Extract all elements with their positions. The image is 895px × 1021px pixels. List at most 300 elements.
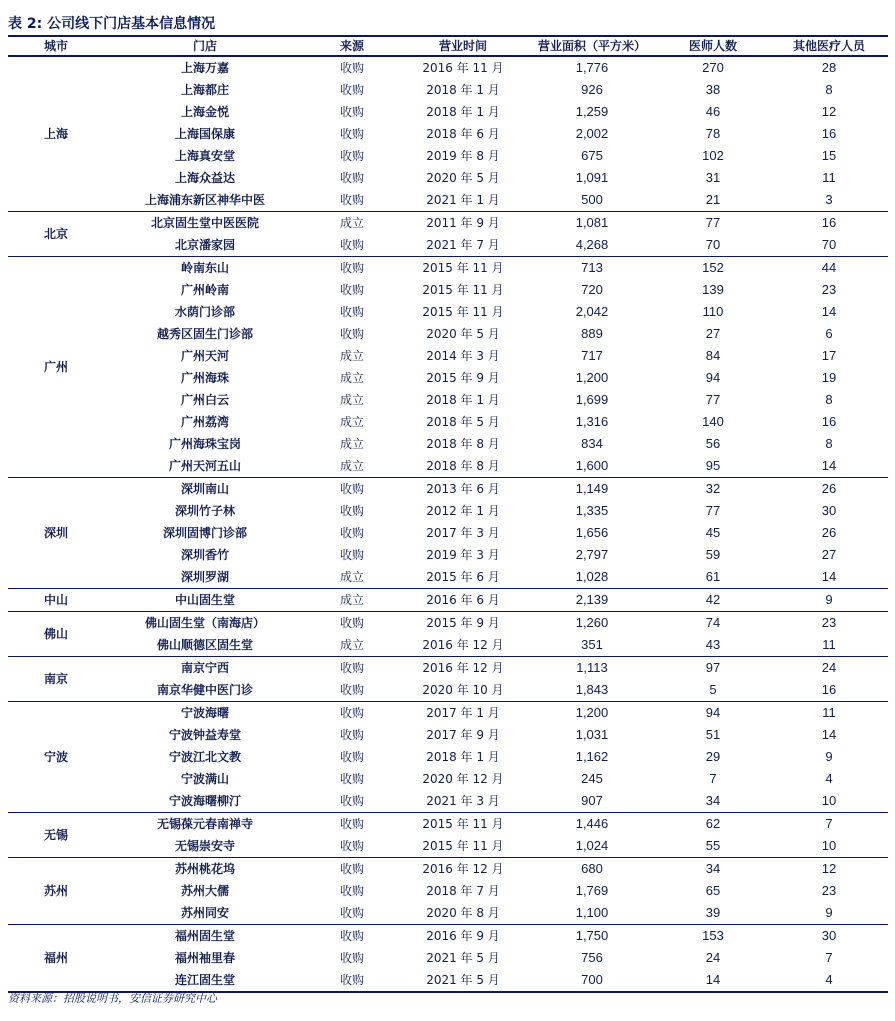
source-cell: 收购 — [339, 951, 364, 965]
area-cell: 1,656 — [575, 525, 609, 540]
store-name-cell: 无锡崇安寺 — [104, 835, 306, 858]
other-staff-cell: 12 — [821, 861, 837, 876]
doctors-cell: 31 — [705, 170, 721, 185]
store-name-cell: 越秀区固生门诊部 — [156, 327, 253, 341]
city-cell: 深圳 — [8, 478, 104, 589]
source-cell: 收购 — [306, 679, 398, 702]
area-cell: 834 — [581, 436, 603, 451]
table-row — [8, 389, 888, 411]
area-cell: 675 — [581, 148, 603, 163]
doctors-cell: 94 — [705, 705, 721, 720]
store-name-cell: 上海浦东新区神华中医 — [104, 189, 306, 212]
store-name-cell: 上海万嘉 — [180, 61, 229, 75]
source-cell: 成立 — [306, 455, 398, 478]
source-cell: 收购 — [339, 127, 364, 141]
city-cell: 上海 — [8, 56, 104, 212]
doctors-cell: 65 — [705, 883, 721, 898]
source-cell: 成立 — [306, 566, 398, 589]
open-time-cell: 2017 年 3 月 — [426, 526, 500, 540]
area-cell: 717 — [581, 348, 603, 363]
col-header-area: 营业面积（平方米） — [528, 36, 656, 56]
table-row — [8, 478, 888, 501]
table-row — [8, 902, 888, 925]
open-time-cell: 2012 年 1 月 — [426, 504, 500, 518]
table-row — [8, 679, 888, 702]
store-name-cell: 深圳罗湖 — [104, 566, 306, 589]
table-row — [8, 101, 888, 123]
store-name-cell: 宁波江北文教 — [168, 750, 241, 764]
area-cell: 500 — [528, 189, 656, 212]
open-time-cell: 2013 年 6 月 — [426, 482, 500, 496]
store-name-cell: 苏州桃花坞 — [174, 862, 235, 876]
area-cell: 4,268 — [528, 234, 656, 257]
doctors-cell: 42 — [656, 589, 770, 612]
open-time-cell: 2021 年 5 月 — [398, 969, 528, 992]
other-staff-cell: 26 — [821, 481, 837, 496]
open-time-cell: 2020 年 12 月 — [422, 772, 504, 786]
store-name-cell: 南京宁西 — [180, 661, 229, 675]
col-header-doctors: 医师人数 — [656, 36, 770, 56]
area-cell: 700 — [528, 969, 656, 992]
open-time-cell: 2019 年 3 月 — [426, 548, 500, 562]
area-cell: 907 — [528, 790, 656, 813]
other-staff-cell: 10 — [770, 790, 888, 813]
source-cell: 收购 — [339, 929, 364, 943]
source-cell: 收购 — [339, 171, 364, 185]
doctors-cell: 61 — [656, 566, 770, 589]
city-cell: 福州 — [8, 925, 104, 993]
area-cell: 1,091 — [575, 170, 609, 185]
doctors-cell: 32 — [705, 481, 721, 496]
open-time-cell: 2016 年 12 月 — [398, 634, 528, 657]
store-name-cell: 北京潘家园 — [104, 234, 306, 257]
other-staff-cell: 26 — [821, 525, 837, 540]
store-name-cell: 广州荔湾 — [180, 415, 229, 429]
other-staff-cell: 11 — [822, 170, 836, 185]
doctors-cell: 21 — [656, 189, 770, 212]
col-header-store: 门店 — [104, 36, 306, 56]
area-cell: 1,113 — [576, 660, 608, 675]
source-cell: 收购 — [306, 790, 398, 813]
doctors-cell: 153 — [702, 928, 724, 943]
other-staff-cell: 12 — [821, 104, 837, 119]
store-name-cell: 广州海珠宝岗 — [168, 437, 241, 451]
table-row — [8, 634, 888, 657]
doctors-cell: 34 — [705, 861, 721, 876]
city-cell: 佛山 — [8, 612, 104, 657]
source-cell: 收购 — [339, 105, 364, 119]
doctors-cell: 7 — [709, 771, 717, 786]
open-time-cell: 2016 年 12 月 — [422, 661, 504, 675]
store-name-cell: 中山固生堂 — [104, 589, 306, 612]
source-cell: 收购 — [306, 902, 398, 925]
area-cell: 1,100 — [528, 902, 656, 925]
city-cell: 南京 — [8, 657, 104, 702]
doctors-cell: 152 — [702, 260, 724, 275]
doctors-cell: 62 — [705, 816, 721, 831]
open-time-cell: 2017 年 9 月 — [426, 728, 500, 742]
source-cell: 收购 — [339, 616, 364, 630]
open-time-cell: 2018 年 1 月 — [426, 83, 500, 97]
area-cell: 756 — [581, 950, 603, 965]
store-name-cell: 深圳固博门诊部 — [162, 526, 247, 540]
doctors-cell: 95 — [656, 455, 770, 478]
other-staff-cell: 17 — [821, 348, 837, 363]
area-cell: 889 — [581, 326, 603, 341]
table-row — [8, 746, 888, 768]
store-name-cell: 水荫门诊部 — [174, 305, 235, 319]
open-time-cell: 2018 年 7 月 — [426, 884, 500, 898]
open-time-cell: 2018 年 8 月 — [398, 455, 528, 478]
open-time-cell: 2018 年 1 月 — [426, 393, 500, 407]
other-staff-cell: 70 — [770, 234, 888, 257]
other-staff-cell: 23 — [821, 883, 837, 898]
area-cell: 1,446 — [575, 816, 609, 831]
table-row — [8, 212, 888, 235]
table-row — [8, 612, 888, 635]
other-staff-cell: 16 — [770, 679, 888, 702]
other-staff-cell: 16 — [821, 414, 837, 429]
table-row — [8, 969, 888, 992]
source-cell: 成立 — [306, 634, 398, 657]
open-time-cell: 2020 年 5 月 — [426, 327, 500, 341]
store-name-cell: 南京华健中医门诊 — [104, 679, 306, 702]
doctors-cell: 94 — [705, 370, 721, 385]
open-time-cell: 2015 年 11 月 — [422, 283, 504, 297]
open-time-cell: 2016 年 11 月 — [422, 61, 504, 75]
source-cell: 成立 — [339, 349, 364, 363]
store-name-cell: 苏州同安 — [104, 902, 306, 925]
area-cell: 1,335 — [575, 503, 609, 518]
area-cell: 2,002 — [575, 126, 609, 141]
open-time-cell: 2017 年 1 月 — [426, 706, 500, 720]
open-time-cell: 2014 年 3 月 — [426, 349, 500, 363]
doctors-cell: 84 — [705, 348, 721, 363]
source-cell: 收购 — [339, 817, 364, 831]
store-name-cell: 宁波海曙柳汀 — [104, 790, 306, 813]
table-row — [8, 500, 888, 522]
store-name-cell: 岭南东山 — [180, 261, 229, 275]
table-row — [8, 566, 888, 589]
doctors-cell: 59 — [705, 547, 721, 562]
table-body — [8, 56, 888, 992]
source-cell: 收购 — [339, 83, 364, 97]
open-time-cell: 2020 年 8 月 — [398, 902, 528, 925]
open-time-cell: 2011 年 9 月 — [426, 216, 500, 230]
col-header-open-time: 营业时间 — [398, 36, 528, 56]
store-name-cell: 上海众益达 — [174, 171, 235, 185]
open-time-cell: 2018 年 6 月 — [426, 127, 500, 141]
table-row — [8, 724, 888, 746]
doctors-cell: 24 — [705, 950, 721, 965]
doctors-cell: 270 — [702, 60, 724, 75]
open-time-cell: 2015 年 9 月 — [426, 371, 500, 385]
store-name-cell: 佛山固生堂（南海店） — [144, 616, 265, 630]
doctors-cell: 77 — [705, 215, 721, 230]
store-name-cell: 深圳香竹 — [180, 548, 229, 562]
area-cell: 713 — [581, 260, 603, 275]
open-time-cell: 2015 年 6 月 — [398, 566, 528, 589]
area-cell: 1,081 — [575, 215, 609, 230]
city-cell: 北京 — [8, 212, 104, 257]
table-row — [8, 367, 888, 389]
source-cell: 成立 — [339, 371, 364, 385]
other-staff-cell: 4 — [770, 969, 888, 992]
area-cell: 1,028 — [528, 566, 656, 589]
doctors-cell: 5 — [656, 679, 770, 702]
area-cell: 245 — [581, 771, 603, 786]
store-name-cell: 上海金悦 — [180, 105, 229, 119]
store-name-cell: 广州海珠 — [180, 371, 229, 385]
table-row — [8, 234, 888, 257]
open-time-cell: 2021 年 7 月 — [398, 234, 528, 257]
area-cell: 680 — [581, 861, 603, 876]
store-name-cell: 连江固生堂 — [104, 969, 306, 992]
table-row — [8, 925, 888, 948]
other-staff-cell: 7 — [825, 816, 833, 831]
area-cell: 2,139 — [528, 589, 656, 612]
source-cell: 收购 — [339, 862, 364, 876]
area-cell: 1,162 — [575, 749, 609, 764]
area-cell: 2,042 — [575, 304, 609, 319]
area-cell: 1,769 — [575, 883, 609, 898]
doctors-cell: 77 — [705, 392, 721, 407]
store-name-cell: 上海国保康 — [174, 127, 235, 141]
store-name-cell: 无锡葆元春南禅寺 — [156, 817, 253, 831]
open-time-cell: 2019 年 8 月 — [426, 149, 500, 163]
open-time-cell: 2021 年 5 月 — [426, 951, 500, 965]
store-name-cell: 深圳竹子林 — [174, 504, 235, 518]
other-staff-cell: 6 — [825, 326, 833, 341]
other-staff-cell: 8 — [825, 436, 833, 451]
open-time-cell: 2018 年 8 月 — [426, 437, 500, 451]
doctors-cell: 97 — [705, 660, 721, 675]
source-cell: 收购 — [339, 327, 364, 341]
other-staff-cell: 24 — [821, 660, 837, 675]
other-staff-cell: 4 — [825, 771, 833, 786]
area-cell: 1,776 — [575, 60, 609, 75]
table-row — [8, 79, 888, 101]
other-staff-cell: 14 — [821, 304, 837, 319]
doctors-cell: 27 — [705, 326, 721, 341]
area-cell: 1,200 — [575, 705, 609, 720]
source-cell: 收购 — [339, 261, 364, 275]
source-cell: 收购 — [306, 234, 398, 257]
table-row — [8, 657, 888, 680]
other-staff-cell: 8 — [825, 392, 833, 407]
doctors-cell: 139 — [702, 282, 724, 297]
table-row — [8, 167, 888, 189]
open-time-cell: 2016 年 6 月 — [398, 589, 528, 612]
doctors-cell: 29 — [705, 749, 721, 764]
open-time-cell: 2015 年 11 月 — [398, 835, 528, 858]
area-cell: 720 — [581, 282, 603, 297]
source-cell: 收购 — [339, 526, 364, 540]
header-row — [8, 36, 888, 56]
other-staff-cell: 10 — [770, 835, 888, 858]
store-name-cell: 佛山顺德区固生堂 — [104, 634, 306, 657]
area-cell: 1,699 — [575, 392, 609, 407]
source-cell: 收购 — [339, 772, 364, 786]
table-row — [8, 411, 888, 433]
table-row — [8, 835, 888, 858]
doctors-cell: 38 — [705, 82, 721, 97]
open-time-cell: 2018 年 1 月 — [426, 105, 500, 119]
table-row — [8, 522, 888, 544]
other-staff-cell: 7 — [825, 950, 833, 965]
area-cell: 1,750 — [575, 928, 609, 943]
area-cell: 351 — [528, 634, 656, 657]
other-staff-cell: 9 — [770, 902, 888, 925]
other-staff-cell: 44 — [821, 260, 837, 275]
source-cell: 收购 — [306, 835, 398, 858]
other-staff-cell: 11 — [770, 634, 888, 657]
doctors-cell: 74 — [705, 615, 721, 630]
table-row — [8, 345, 888, 367]
area-cell: 1,316 — [575, 414, 609, 429]
table-row — [8, 544, 888, 566]
store-name-cell: 广州天河 — [180, 349, 229, 363]
store-name-cell: 宁波海曙 — [180, 706, 229, 720]
city-cell: 无锡 — [8, 813, 104, 858]
doctors-cell: 78 — [705, 126, 721, 141]
source-cell: 成立 — [339, 216, 364, 230]
store-name-cell: 福州固生堂 — [174, 929, 235, 943]
source-cell: 收购 — [339, 728, 364, 742]
area-cell: 926 — [581, 82, 603, 97]
source-note: 资料来源：招股说明书，安信证券研究中心 — [8, 992, 217, 1005]
other-staff-cell: 9 — [825, 749, 833, 764]
store-name-cell: 福州袖里春 — [174, 951, 235, 965]
source-cell: 收购 — [339, 706, 364, 720]
other-staff-cell: 8 — [825, 82, 833, 97]
area-cell: 1,024 — [528, 835, 656, 858]
table-row — [8, 858, 888, 881]
table-row — [8, 189, 888, 212]
table-row — [8, 947, 888, 969]
open-time-cell: 2015 年 9 月 — [426, 616, 500, 630]
source-cell: 收购 — [339, 504, 364, 518]
open-time-cell: 2020 年 10 月 — [398, 679, 528, 702]
store-name-cell: 广州岭南 — [180, 283, 229, 297]
source-cell: 收购 — [339, 149, 364, 163]
doctors-cell: 14 — [656, 969, 770, 992]
area-cell: 2,797 — [575, 547, 609, 562]
table-row — [8, 790, 888, 813]
other-staff-cell: 14 — [770, 566, 888, 589]
other-staff-cell: 9 — [770, 589, 888, 612]
open-time-cell: 2021 年 3 月 — [398, 790, 528, 813]
doctors-cell: 102 — [702, 148, 724, 163]
city-cell: 苏州 — [8, 858, 104, 925]
store-name-cell: 广州天河五山 — [104, 455, 306, 478]
other-staff-cell: 19 — [821, 370, 837, 385]
open-time-cell: 2018 年 5 月 — [426, 415, 500, 429]
other-staff-cell: 3 — [770, 189, 888, 212]
store-name-cell: 北京固生堂中医医院 — [150, 216, 259, 230]
table-row — [8, 880, 888, 902]
source-cell: 成立 — [306, 589, 398, 612]
col-header-city: 城市 — [8, 36, 104, 56]
doctors-cell: 110 — [702, 304, 724, 319]
doctors-cell: 55 — [656, 835, 770, 858]
store-info-table — [8, 36, 888, 993]
col-header-other-staff: 其他医疗人员 — [770, 36, 888, 56]
open-time-cell: 2015 年 11 月 — [422, 817, 504, 831]
source-cell: 收购 — [339, 884, 364, 898]
table-row — [8, 56, 888, 79]
open-time-cell: 2015 年 11 月 — [422, 305, 504, 319]
other-staff-cell: 23 — [821, 282, 837, 297]
open-time-cell: 2016 年 12 月 — [422, 862, 504, 876]
doctors-cell: 46 — [705, 104, 721, 119]
table-row — [8, 301, 888, 323]
store-name-cell: 苏州大儒 — [180, 884, 229, 898]
open-time-cell: 2021 年 1 月 — [398, 189, 528, 212]
table-row — [8, 145, 888, 167]
area-cell: 1,149 — [575, 481, 609, 496]
table-row — [8, 433, 888, 455]
other-staff-cell: 28 — [821, 60, 837, 75]
source-cell: 收购 — [339, 61, 364, 75]
doctors-cell: 34 — [656, 790, 770, 813]
source-cell: 收购 — [306, 969, 398, 992]
city-cell: 中山 — [8, 589, 104, 612]
other-staff-cell: 30 — [821, 503, 837, 518]
col-header-source: 来源 — [306, 36, 398, 56]
doctors-cell: 77 — [705, 503, 721, 518]
area-cell: 1,200 — [575, 370, 609, 385]
area-cell: 1,260 — [575, 615, 609, 630]
store-name-cell: 深圳南山 — [180, 482, 229, 496]
source-cell: 收购 — [339, 283, 364, 297]
doctors-cell: 56 — [705, 436, 721, 451]
area-cell: 1,259 — [575, 104, 609, 119]
other-staff-cell: 16 — [821, 126, 837, 141]
doctors-cell: 45 — [705, 525, 721, 540]
table-row — [8, 257, 888, 280]
source-cell: 成立 — [339, 393, 364, 407]
source-cell: 收购 — [339, 661, 364, 675]
table-row — [8, 323, 888, 345]
store-name-cell: 广州白云 — [180, 393, 229, 407]
area-cell: 1,031 — [575, 727, 609, 742]
open-time-cell: 2018 年 1 月 — [426, 750, 500, 764]
doctors-cell: 43 — [656, 634, 770, 657]
source-cell: 收购 — [306, 189, 398, 212]
doctors-cell: 140 — [702, 414, 724, 429]
other-staff-cell: 11 — [822, 705, 836, 720]
source-cell: 收购 — [339, 305, 364, 319]
open-time-cell: 2015 年 11 月 — [422, 261, 504, 275]
table-row — [8, 702, 888, 725]
area-cell: 1,600 — [528, 455, 656, 478]
table-title: 表 2: 公司线下门店基本信息情况 — [8, 16, 216, 32]
store-name-cell: 宁波满山 — [180, 772, 229, 786]
source-cell: 收购 — [339, 548, 364, 562]
source-cell: 收购 — [339, 750, 364, 764]
city-cell: 宁波 — [8, 702, 104, 813]
doctors-cell: 39 — [656, 902, 770, 925]
other-staff-cell: 14 — [770, 455, 888, 478]
other-staff-cell: 15 — [821, 148, 837, 163]
table-row — [8, 455, 888, 478]
table-row — [8, 279, 888, 301]
other-staff-cell: 30 — [821, 928, 837, 943]
city-cell: 广州 — [8, 257, 104, 478]
doctors-cell: 70 — [656, 234, 770, 257]
table-row — [8, 813, 888, 836]
